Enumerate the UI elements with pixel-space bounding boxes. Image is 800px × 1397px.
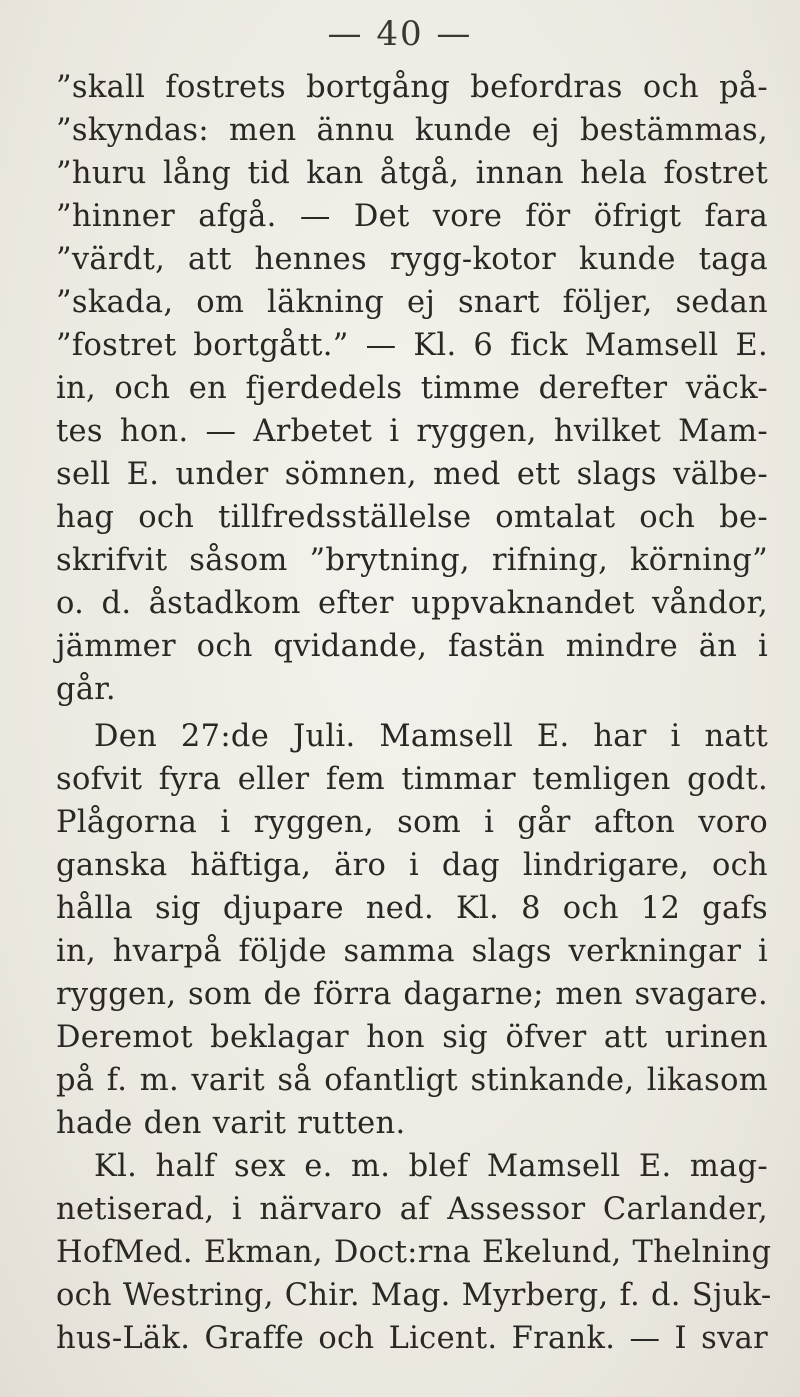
text-line-15: går. (56, 672, 116, 707)
text-line-3: ”huru lång tid kan åtgå, innan hela fostret (56, 156, 768, 191)
text-line-8: in, och en fjerdedels timme derefter väck- (56, 371, 768, 406)
text-line-11: hag och tillfredsställelse omtalat och be- (56, 500, 768, 535)
text-line-27: netiserad, i närvaro af Assessor Carlander, (56, 1192, 768, 1227)
text-line-13: o. d. åstadkom efter uppvaknandet våndor, (56, 586, 768, 621)
text-line-10: sell E. under sömnen, med ett slags välbe- (56, 457, 768, 492)
text-line-25: hade den varit rutten. (56, 1106, 406, 1141)
text-line-4: ”hinner afgå. — Det vore för öfrigt fara (56, 199, 768, 234)
text-line-24: på f. m. varit så ofantligt stinkande, likasom (56, 1063, 768, 1098)
body-text (56, 66, 772, 1360)
text-line-6: ”skada, om läkning ej snart följer, sedan (56, 285, 768, 320)
text-line-26: Kl. half sex e. m. blef Mamsell E. mag- (94, 1149, 768, 1184)
page-number: — 40 — (327, 14, 473, 54)
text-line-2: ”skyndas: men ännu kunde ej bestämmas, (56, 113, 768, 148)
text-line-18: Plågorna i ryggen, som i går afton voro (56, 805, 768, 840)
text-line-29: och Westring, Chir. Mag. Myrberg, f. d. Sjuk- (56, 1278, 772, 1313)
text-line-9: tes hon. — Arbetet i ryggen, hvilket Mam- (56, 414, 768, 449)
text-line-14: jämmer och qvidande, fastän mindre än i (56, 629, 768, 664)
text-line-23: Deremot beklagar hon sig öfver att urinen (56, 1020, 768, 1055)
text-line-20: hålla sig djupare ned. Kl. 8 och 12 gafs (56, 891, 768, 926)
text-line-7: ”fostret bortgått.” — Kl. 6 fick Mamsell E. (56, 328, 768, 363)
text-line-21: in, hvarpå följde samma slags verkningar i (56, 934, 768, 969)
text-line-12: skrifvit såsom ”brytning, rifning, körning” (56, 543, 768, 578)
text-line-19: ganska häftiga, äro i dag lindrigare, och (56, 848, 768, 883)
text-line-28: HofMed. Ekman, Doct:rna Ekelund, Thelning (56, 1235, 772, 1270)
text-line-16: Den 27:de Juli. Mamsell E. har i natt (94, 719, 768, 754)
text-line-17: sofvit fyra eller fem timmar temligen godt. (56, 762, 768, 797)
text-line-5: ”värdt, att hennes rygg-kotor kunde taga (56, 242, 768, 277)
text-line-30: hus-Läk. Graffe och Licent. Frank. — I svar (56, 1321, 768, 1356)
text-line-22: ryggen, som de förra dagarne; men svagare. (56, 977, 768, 1012)
text-line-1: ”skall fostrets bortgång befordras och på- (56, 70, 768, 105)
